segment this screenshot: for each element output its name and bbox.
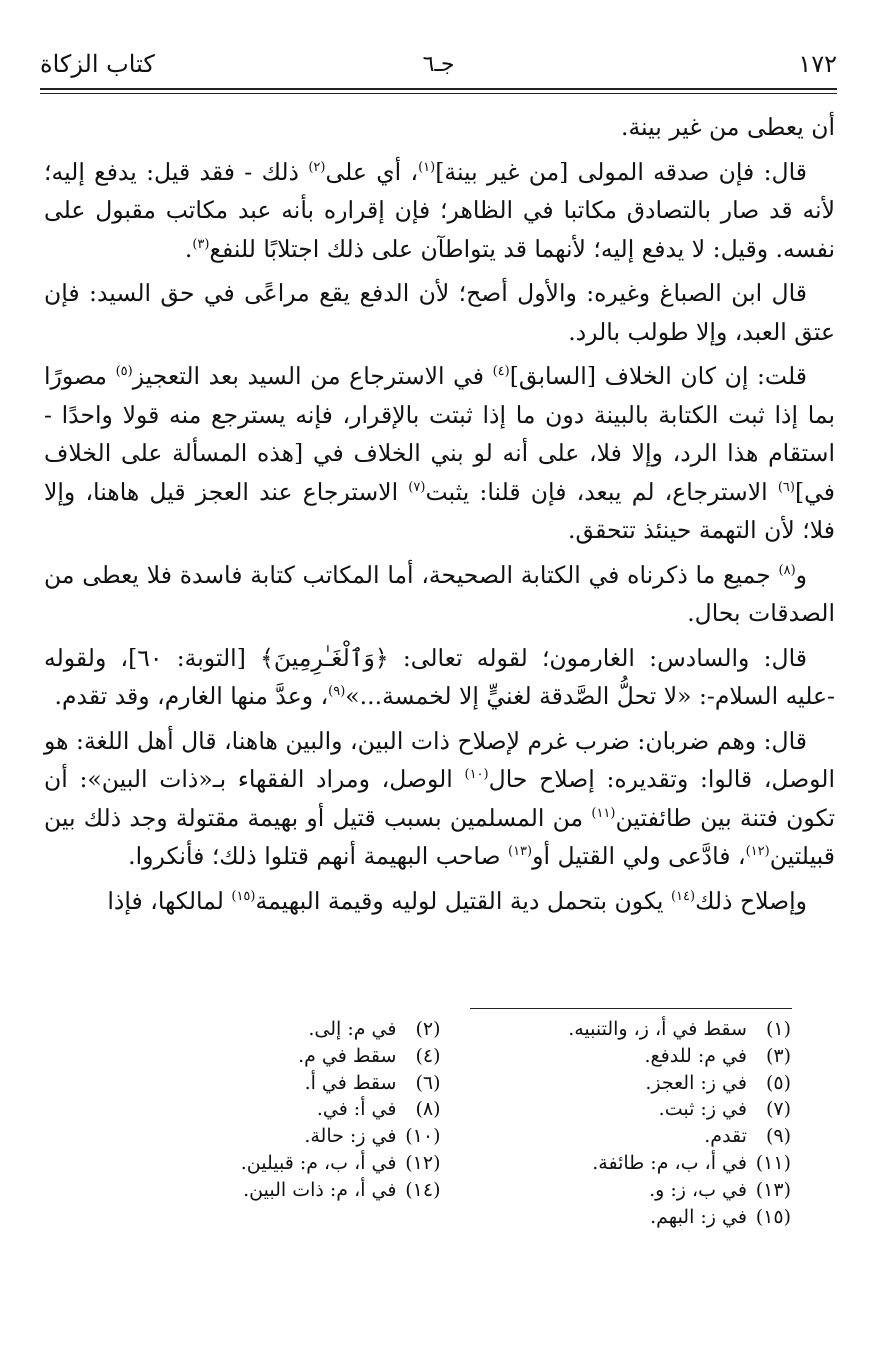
footnote-ref[interactable]: (٧)	[408, 479, 426, 495]
footnote-ref[interactable]: (٣)	[192, 236, 210, 252]
paragraph-1: أن يعطى من غير بينة.	[620, 113, 835, 141]
running-header	[40, 44, 837, 84]
header-rule-thick	[40, 88, 837, 90]
header-rule-thin	[40, 93, 837, 94]
footnote-ref[interactable]: (٨)	[778, 562, 796, 578]
footnote-ref[interactable]: (٥)	[115, 364, 133, 380]
footnote-10: (١٠) في ز: حالة.	[304, 1125, 441, 1148]
footnote-ref[interactable]: (١٠)	[464, 767, 489, 783]
footnote-13: (١٣) في ب، ز: و.	[649, 1178, 791, 1201]
footnote-14: (١٤) في أ، م: ذات البين.	[243, 1178, 441, 1201]
footnote-3: (٣) في م: للدفع.	[644, 1044, 791, 1067]
footnote-2: (٢) في م: إلى.	[308, 1018, 441, 1040]
paragraph-8: وإصلاح ذلك$^{(١٤)}$ يكون بتحمل دية القتيل لوليه وقيمة البهيمة$^{(١٥)}$ لمالكها، فإذا	[107, 886, 807, 915]
paragraph-5: و$^{(٨)}$ جميع ما ذكرناه في الكتابة الصحيحة، أما المكاتب كتابة فاسدة فلا يعطى من الصدقات بحال.	[44, 560, 835, 627]
volume-label: جـ٦	[422, 51, 455, 77]
footnote-8: (٨) في أ: في.	[316, 1098, 441, 1121]
footnote-ref[interactable]: (٩)	[328, 684, 346, 700]
paragraph-6: قال: والسادس: الغارمون؛ لقوله تعالى: ﴿وَٱلْغَـٰرِمِينَ﴾ [التوبة: ٦٠]، ولقوله -عليه السلام-: «لا تحلُّ الصَّدقة لغنيٍّ إلا لخمسة...»$^{(٩)}$، وعدَّ منها الغارم، وقد تقدم.	[44, 643, 835, 710]
footnote-6: (٦) سقط في أ.	[304, 1071, 441, 1094]
footnote-1: (١) سقط في أ، ز، والتنبيه.	[568, 1018, 791, 1040]
footnote-ref[interactable]: (١٥)	[231, 888, 256, 904]
footnote-15: (١٥) في ز: البهم.	[650, 1205, 791, 1228]
footnote-ref[interactable]: (٤)	[492, 364, 510, 380]
footnote-4: (٤) سقط في م.	[298, 1044, 441, 1067]
footnote-ref[interactable]: (٢)	[308, 159, 326, 175]
book-title: كتاب الزكاة	[40, 50, 155, 78]
footnote-ref[interactable]: (١١)	[591, 805, 616, 821]
footnote-11: (١١) في أ، ب، م: طائفة.	[592, 1151, 791, 1174]
main-text	[44, 108, 835, 926]
footnotes	[120, 1016, 791, 1230]
footnote-ref[interactable]: (١٢)	[745, 844, 770, 860]
footnote-9: (٩) تقدم.	[704, 1125, 791, 1148]
footnote-12: (١٢) في أ، ب، م: قبيلين.	[240, 1151, 441, 1174]
footnote-separator	[470, 1008, 792, 1009]
footnote-ref[interactable]: (١)	[418, 159, 436, 175]
paragraph-3: قال ابن الصباغ وغيره: والأول أصح؛ لأن الدفع يقع مراعًى في حق السيد: فإن عتق العبد، وإلا طولب بالرد.	[44, 279, 835, 346]
paragraph-4: قلت: إن كان الخلاف [السابق]$^{(٤)}$ في الاسترجاع من السيد بعد التعجيز$^{(٥)}$ مصورًا بما إذا ثبت الكتابة بالبينة دون ما إذا ثبتت بالإقرار، فإنه يسترجع منه قولا واحدًا - استقام هذا الرد، وإلا فلا، على أنه لو بني الخلاف في [هذه المسألة على الخلاف في]$^{(٦)}$ الاسترجاع، لم يبعد، فإن قلنا: يثبت$^{(٧)}$ الاسترجاع عند العجز قيل هاهنا، وإلا فلا؛ لأن التهمة حينئذ تتحقق.	[44, 362, 835, 544]
paragraph-7: قال: وهم ضربان: ضرب غرم لإصلاح ذات البين، والبين هاهنا، قال أهل اللغة: هو الوصل، قالوا: وتقديره: إصلاح حال$^{(١٠)}$ الوصل، ومراد الفقهاء بـ«ذات البين»: أن تكون فتنة بين طائفتين$^{(١١)}$ من المسلمين بسبب قتيل أو بهيمة مقتولة وجد ذلك بين قبيلتين$^{(١٢)}$، فادَّعى ولي القتيل أو$^{(١٣)}$ صاحب البهيمة أنهم قتلوا ذلك؛ فأنكروا.	[44, 726, 835, 870]
paragraph-2: قال: فإن صدقه المولى [من غير بينة]$^{(١)}$، أي على$^{(٢)}$ ذلك - فقد قيل: يدفع إليه؛ لأنه قد صار بالتصادق مكاتبا في الظاهر؛ فإن إقراره بأنه عبد مكاتب مقبول على نفسه. وقيل: لا يدفع إليه؛ لأنهما قد يتواطآن على ذلك اجتلابًا للنفع$^{(٣)}$.	[44, 157, 835, 263]
footnote-ref[interactable]: (٦)	[777, 479, 795, 495]
page-number: ١٧٢	[798, 50, 837, 78]
footnote-ref[interactable]: (١٤)	[670, 888, 696, 904]
footnote-7: (٧) في ز: ثبت.	[658, 1098, 791, 1121]
footnote-5: (٥) في ز: العجز.	[645, 1071, 791, 1094]
footnote-ref[interactable]: (١٣)	[508, 844, 533, 860]
